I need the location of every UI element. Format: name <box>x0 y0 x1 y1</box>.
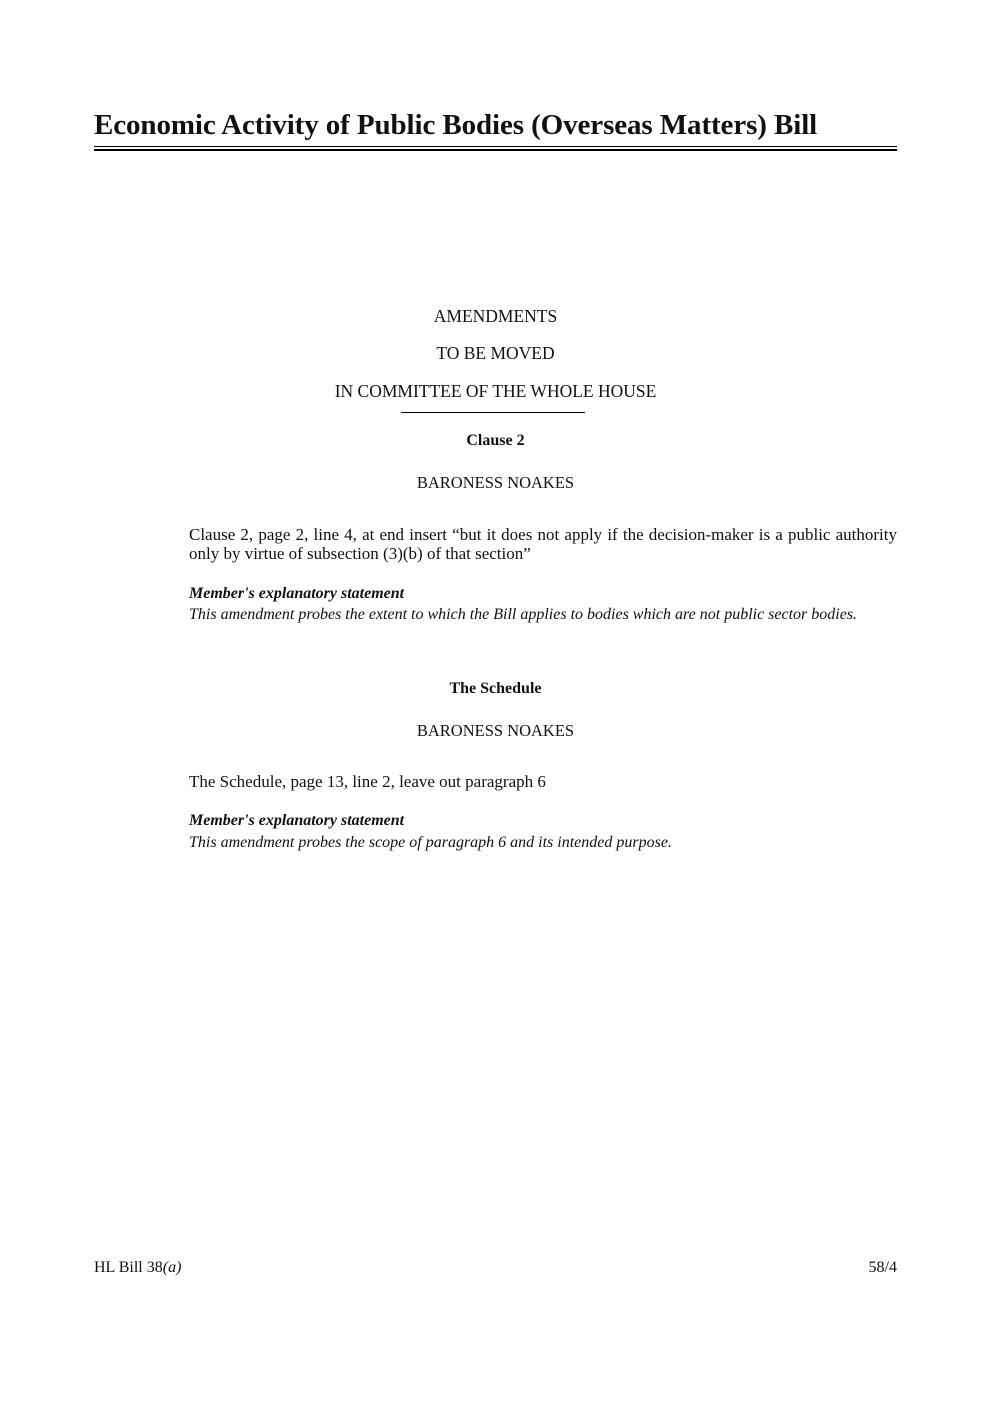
amendment-text: The Schedule, page 13, line 2, leave out paragraph 6 <box>189 772 546 791</box>
title-underline-thin <box>94 146 897 147</box>
document-title: Economic Activity of Public Bodies (Overseas Matters) Bill <box>94 109 818 141</box>
explanatory-statement-heading: Member's explanatory statement <box>189 585 405 602</box>
member-name: BARONESS NOAKES <box>416 721 575 740</box>
explanatory-statement-heading: Member's explanatory statement <box>189 812 405 829</box>
heading-committee: IN COMMITTEE OF THE WHOLE HOUSE <box>334 381 657 401</box>
bill-reference-number: HL Bill 38 <box>94 1259 163 1276</box>
bill-reference <box>94 1258 181 1278</box>
amendment-text: Clause 2, page 2, line 4, at end insert “but it does not apply if the decision-maker is a public authority only by virtue of subsection (3)(b) of that section” <box>189 525 897 563</box>
heading-to-be-moved: TO BE MOVED <box>436 343 555 363</box>
explanatory-statement-text: This amendment probes the extent to which the Bill applies to bodies which are not public sector bodies. <box>189 606 858 623</box>
section-title-schedule: The Schedule <box>449 680 542 697</box>
member-name: BARONESS NOAKES <box>416 473 575 492</box>
heading-divider <box>401 412 585 413</box>
explanatory-statement-text: This amendment probes the scope of paragraph 6 and its intended purpose. <box>189 834 672 851</box>
page-reference: 58/4 <box>868 1259 897 1276</box>
section-title-clause-2: Clause 2 <box>466 432 525 449</box>
heading-amendments: AMENDMENTS <box>433 306 558 326</box>
title-underline-thick <box>94 149 897 151</box>
bill-reference-suffix: (a) <box>162 1259 182 1276</box>
